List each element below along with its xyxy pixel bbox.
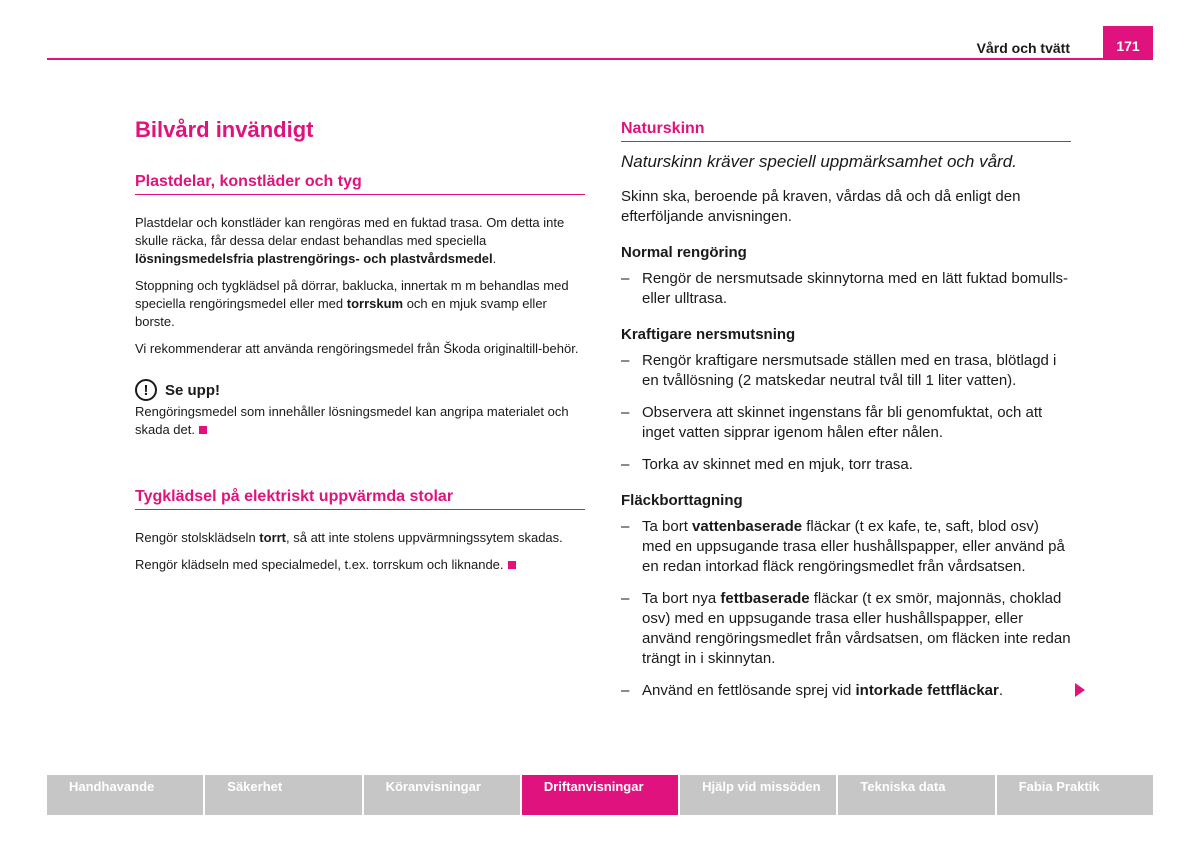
tab-fabia-praktik[interactable]: Fabia Praktik bbox=[997, 775, 1153, 815]
arrow-right-icon[interactable] bbox=[1075, 683, 1085, 697]
list-item: – Observera att skinnet ingenstans får bli genomfuktat, och att inget vatten sipprar igenom hålen efter nålen. bbox=[621, 404, 1043, 441]
list-item: – Rengör kraftigare nersmutsade ställen med en trasa, blötlagd i en tvållösning (2 matskedar neutral tvål till 1 liter vatten). bbox=[621, 352, 1057, 389]
list-item: – Ta bort vattenbaserade fläckar (t ex kafe, te, saft, blod osv) med en uppsugande trasa eller hushållspapper, eller använd på en redan intorkad fläck rengöringsmedlet från vårdsatsen. bbox=[621, 518, 1065, 575]
paragraph-recommendation: Vi rekommenderar att använda rengöringsmedel från Škoda originaltill-behör. bbox=[135, 341, 579, 356]
right-column bbox=[621, 112, 1071, 701]
warning-box bbox=[135, 379, 585, 439]
list-item: – Ta bort nya fettbaserade fläckar (t ex smör, majonnäs, choklad osv) med en uppsugande trasa eller hushållspapper, eller använd rengöringsmedlet från vårdsatsen, om fläcken inte redan trängt in i skinnytan. bbox=[621, 590, 1071, 667]
subheading-heavy-soiling: Kraftigare nersmutsning bbox=[621, 326, 796, 343]
tab-tekniska-data[interactable]: Tekniska data bbox=[838, 775, 994, 815]
warning-text: Rengöringsmedel som innehåller lösningsmedel kan angripa materialet och skada det. bbox=[135, 404, 569, 437]
tab-handhavande[interactable]: Handhavande bbox=[47, 775, 203, 815]
section-end-icon bbox=[199, 426, 207, 434]
tab-sakerhet[interactable]: Säkerhet bbox=[205, 775, 361, 815]
paragraph-heated-seats: Rengör stolsklädseln torrt, så att inte stolens uppvärmningssytem skadas. bbox=[135, 530, 563, 545]
warning-header bbox=[135, 379, 585, 401]
tab-driftanvisningar[interactable]: Driftanvisningar bbox=[522, 775, 678, 815]
header-rule bbox=[47, 58, 1153, 60]
intro-text: Skinn ska, beroende på kraven, vårdas då och då enligt den efterföljande anvisningen. bbox=[621, 188, 1021, 225]
page-number: 171 bbox=[1103, 26, 1153, 60]
list-item: – Rengör de nersmutsade skinnytorna med en lätt fuktad bomulls- eller ulltrasa. bbox=[621, 270, 1069, 307]
list-item: – Använd en fettlösande sprej vid intorkade fettfläckar. bbox=[621, 682, 1004, 699]
section-heading-heated-seats: Tygklädsel på elektriskt uppvärmda stolar bbox=[135, 487, 585, 510]
paragraph-upholstery: Stoppning och tygklädsel på dörrar, baklucka, innertak m m behandlas med speciella rengöringsmedel eller med torrskum och en mjuk svamp eller borste. bbox=[135, 278, 569, 329]
footer-nav bbox=[47, 775, 1153, 815]
left-column bbox=[135, 112, 585, 574]
subheading-normal-cleaning: Normal rengöring bbox=[621, 244, 747, 261]
paragraph-special-cleaner: Rengör klädseln med specialmedel, t.ex. torrskum och liknande. bbox=[135, 556, 585, 574]
tab-hjalp-vid-missoden[interactable]: Hjälp vid missöden bbox=[680, 775, 836, 815]
warning-title: Se upp! bbox=[165, 381, 220, 399]
lead-text: Naturskinn kräver speciell uppmärksamhet och vård. bbox=[621, 152, 1017, 171]
section-heading-leather: Naturskinn bbox=[621, 119, 1071, 142]
paragraph-plastic: Plastdelar och konstläder kan rengöras med en fuktad trasa. Om detta inte skulle räcka, får dessa delar endast behandlas med speciella lösningsmedelsfria plastrengörings- och plastvårdsmedel. bbox=[135, 215, 565, 266]
section-heading-plastic: Plastdelar, konstläder och tyg bbox=[135, 172, 585, 195]
list-item: – Torka av skinnet med en mjuk, torr trasa. bbox=[621, 456, 913, 473]
subheading-stain-removal: Fläckborttagning bbox=[621, 492, 743, 509]
page-title: Bilvård invändigt bbox=[135, 117, 314, 142]
chapter-title: Vård och tvätt bbox=[976, 40, 1070, 56]
tab-koranvisningar[interactable]: Köranvisningar bbox=[364, 775, 520, 815]
section-end-icon bbox=[508, 561, 516, 569]
warning-icon: ! bbox=[135, 379, 157, 401]
